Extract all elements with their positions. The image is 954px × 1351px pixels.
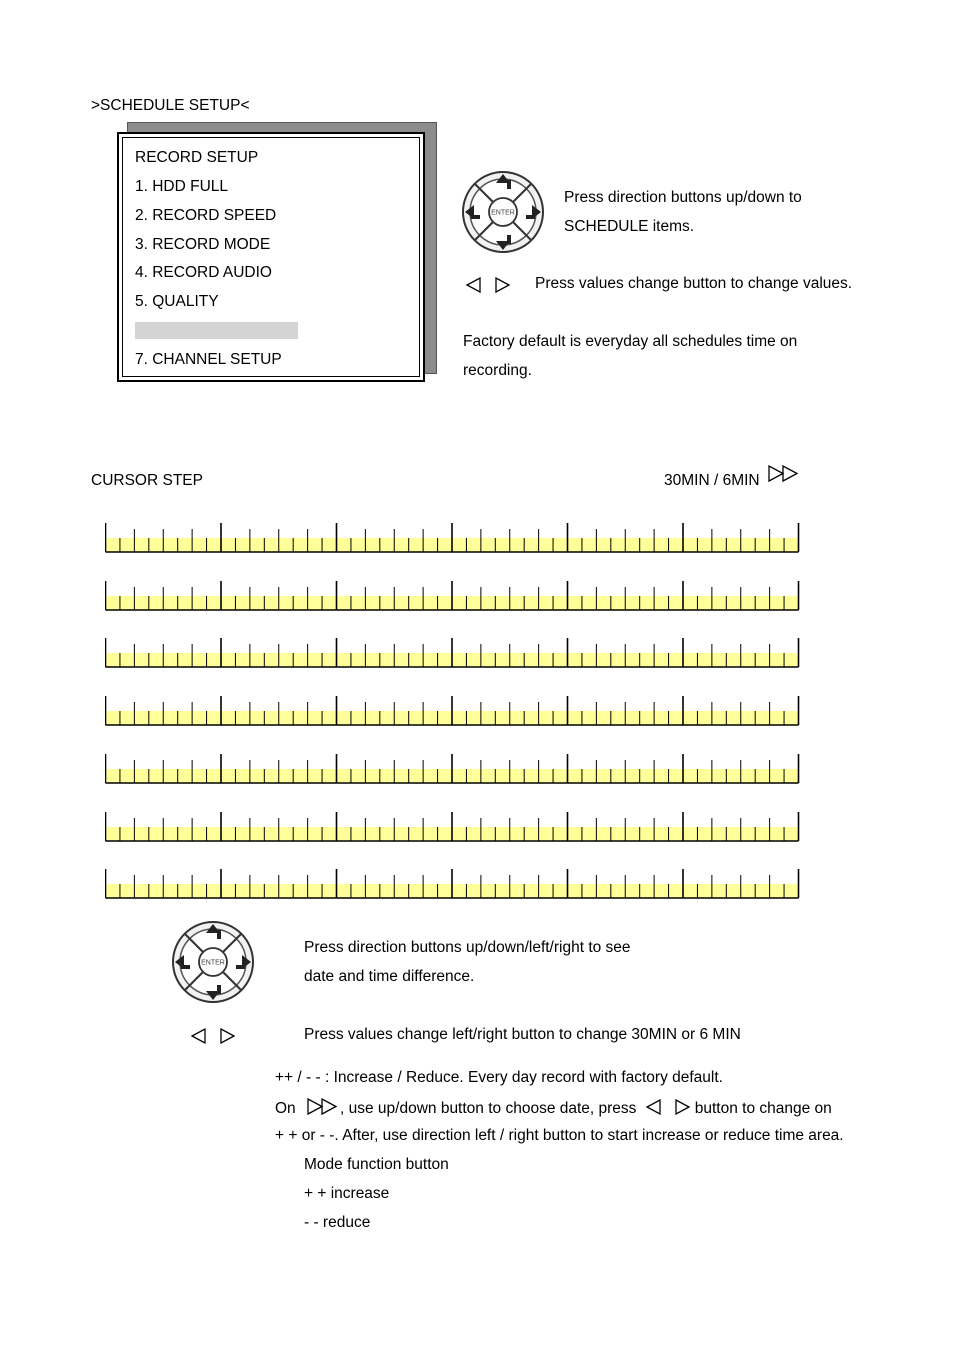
menu-item-schedule-selected[interactable] (135, 322, 298, 339)
increase-reduce-line: ++ / - - : Increase / Reduce. Every day record with factory default. (275, 1069, 723, 1086)
on-middle: , use up/down button to choose date, press (340, 1100, 637, 1117)
reduce-legend: - - reduce (304, 1214, 371, 1231)
default-note-line2: recording. (463, 362, 532, 379)
menu-item-channel-setup[interactable]: 7. CHANNEL SETUP (135, 351, 282, 368)
on-suffix: button to change on (694, 1100, 832, 1117)
bottom-lr-instruction: Press values change left/right button to change 30MIN or 6 MIN (304, 1026, 741, 1043)
default-note-line1: Factory default is everyday all schedules time on (463, 333, 798, 350)
menu-inner-frame (122, 137, 420, 377)
menu-item-quality[interactable]: 5. QUALITY (135, 293, 219, 310)
enter-label: ENTER (491, 209, 515, 217)
direction-keypad-icon (462, 169, 544, 255)
schedule-row-5[interactable] (105, 754, 798, 784)
nav-instruction-line2: SCHEDULE items. (564, 218, 695, 235)
increase-legend: + + increase (304, 1185, 390, 1202)
schedule-row-7[interactable] (105, 869, 798, 899)
menu-item-record-speed[interactable]: 2. RECORD SPEED (135, 207, 277, 224)
values-instruction: Press values change button to change values. (535, 275, 853, 292)
record-setup-menu (117, 132, 425, 382)
fast-forward-icon (767, 465, 801, 483)
bottom-nav-line1: Press direction buttons up/down/left/right to see (304, 939, 631, 956)
after-instruction-line: + + or - -. After, use direction left / right button to start increase or reduce time area. (275, 1127, 844, 1144)
mode-function-line: Mode function button (304, 1156, 449, 1173)
fast-forward-icon (306, 1098, 340, 1116)
schedule-row-2[interactable] (105, 581, 798, 611)
schedule-row-4[interactable] (105, 696, 798, 726)
left-right-arrows-icon (190, 1028, 240, 1044)
nav-instruction-line1: Press direction buttons up/down to (564, 189, 802, 206)
left-right-arrows-icon (465, 277, 515, 293)
direction-keypad-icon (172, 919, 254, 1005)
on-instruction-line (275, 1098, 832, 1118)
on-prefix: On (275, 1100, 296, 1117)
left-right-arrows-icon (645, 1099, 695, 1115)
schedule-row-3[interactable] (105, 638, 798, 668)
menu-item-hdd-full[interactable]: 1. HDD FULL (135, 178, 229, 195)
bottom-nav-line2: date and time difference. (304, 968, 475, 985)
enter-label: ENTER (201, 959, 225, 967)
cursor-step-label: CURSOR STEP (91, 472, 203, 489)
cursor-step-value: 30MIN / 6MIN (664, 472, 760, 489)
page-title: >SCHEDULE SETUP< (91, 97, 250, 114)
menu-header: RECORD SETUP (135, 149, 259, 166)
menu-item-record-mode[interactable]: 3. RECORD MODE (135, 236, 271, 253)
menu-item-record-audio[interactable]: 4. RECORD AUDIO (135, 264, 272, 281)
schedule-row-6[interactable] (105, 812, 798, 842)
schedule-row-1[interactable] (105, 523, 798, 553)
